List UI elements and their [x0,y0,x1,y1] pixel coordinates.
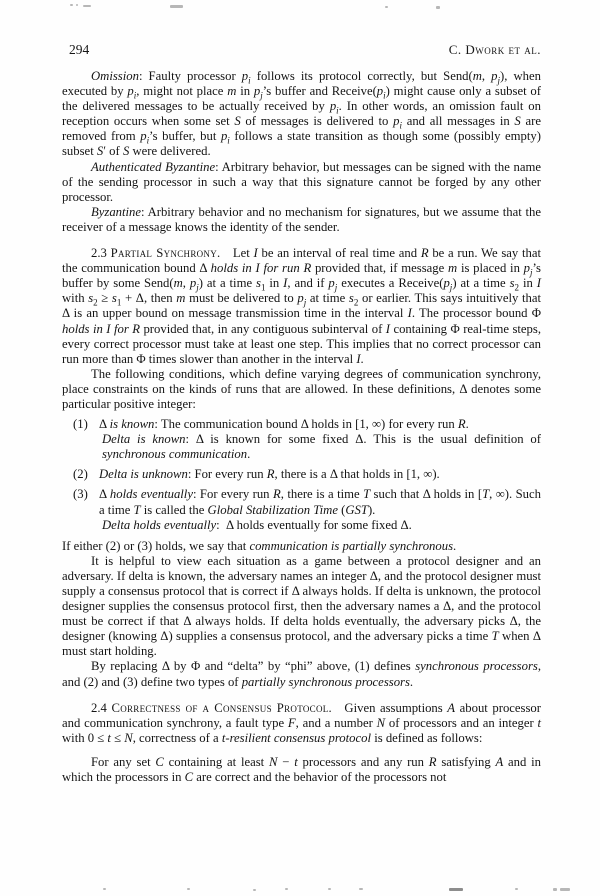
page-body [62,69,541,785]
list-item-text: (3) Δ holds eventually: For every run R, there is a time T such that Δ holds in [T, ∞). Such a time T is called the Global Stabilization Time (GST). [99,487,541,517]
paragraph: The following conditions, which define varying degrees of communication synchrony, place constraints on the kinds of runs that are allowed. In these definitions, Δ denotes some particular positive integer: [62,366,541,411]
scan-artifact [449,888,463,891]
scan-artifact [76,4,78,6]
running-title: C. Dwork et al. [448,42,541,57]
page-number: 294 [69,42,90,57]
scan-artifact [253,889,256,891]
paragraph: By replacing Δ by Φ and “delta” by “phi” above, (1) defines synchronous processors, and (2) and (3) define two types of partially synchronous processors. [62,659,541,689]
scan-artifact [70,4,73,6]
scan-artifact [515,888,518,890]
page-content [62,42,541,785]
scan-artifact [436,6,440,9]
scan-artifact [385,6,388,8]
list-item-marker: (1) [73,417,88,432]
list-item-text: (2) Delta is unknown: For every run R, there is a Δ that holds in [1, ∞). [99,467,541,482]
scan-artifact [170,5,183,8]
scan-artifact [285,888,288,890]
scan-artifact [83,5,91,7]
list-item-marker: (3) [73,487,88,502]
paragraph: If either (2) or (3) holds, we say that communication is partially synchronous. [62,538,457,553]
scan-artifact [103,888,106,890]
paragraph: For any set C containing at least N − t processors and any run R satisfying A and in which the processors in C are correct and the behavior of the processors not [62,754,541,785]
scan-artifact [553,888,557,891]
section-paragraph: 2.4 Correctness of a Consensus Protocol. Given assumptions A about processor and communication synchrony, a fault type F, and a number N of processors and an integer t with 0 ≤ t ≤ N, correctness of a t-resilient consensus protocol is defined as follows: [62,700,542,745]
list-item [62,467,541,482]
list-item [62,487,541,532]
scan-artifact [187,888,190,890]
scan-artifact [560,888,570,891]
scan-artifact [359,888,363,890]
list-item-subtext: Delta holds eventually: Δ holds eventually for some fixed Δ. [102,517,412,532]
paragraph: It is helpful to view each situation as a game between a protocol designer and an adversary. If delta is known, the adversary names an integer Δ, and the protocol designer must supply a consensus protocol that is correct if Δ always holds. If delta is unknown, the protocol designer supplies the consensus protocol first, then the adversary names a Δ, and the protocol must be correct if that Δ always holds. If delta holds eventually, the adversary picks Δ, the designer (knowing Δ) supplies a consensus protocol, and the adversary picks a time T when Δ must start holding. [62,553,542,659]
paragraph: Omission: Faulty processor $p_i$ follows its protocol correctly, but Send(m, $p_j$), when executed by $p_i$, might not place m in $p_j’s$ buffer and $Receive(p_i)$ might cause only a subset of the delivered messages to be actually received by $p_i$. In other words, an omission fault on reception occurs when some set S of messages is delivered to $p_i$ and all messages in S are removed from $p_i’s$ buffer, but $p_i$ follows a state transition as though some (possibly empty) subset S′ of S were delivered. [62,69,541,159]
scan-artifact [328,888,331,890]
section-paragraph: 2.3 Partial Synchrony. Let I be an interval of real time and R be a run. We say that the communication bound Δ holds in I for run R provided that, if message m is placed in $p_j’s$ buffer by some Send(m, $p_j$) at a time $s_1$ in I, and if $p_j$ executes a $Receive(p_j)$ at a time $s_2$ in I with $s_2 \ge s_1 + \Delta$, then m must be delivered to $p_j$ at time $s_2$ or earlier. This says intuitively that Δ is an upper bound on message transmission time in the interval I. The processor bound Φ holds in I for R provided that, in any contiguous subinterval of I containing Φ real-time steps, every correct processor must take at least one step. This implies that no correct processor can run more than Φ times slower than another in the interval I. [62,246,542,366]
list-item-subtext: Delta is known: Δ is known for some fixed Δ. This is the usual definition of synchronous communication. [102,432,541,462]
list-item-text: (1) Δ is known: The communication bound Δ holds in [1, ∞) for every run R. [99,417,541,432]
page-header [69,42,541,58]
list-item [62,417,541,462]
paragraph: Authenticated Byzantine: Arbitrary behavior, but messages can be signed with the name of the sending processor in such a way that this signature cannot be forged by any other processor. [62,159,541,204]
list-item-marker: (2) [73,467,88,482]
paragraph: Byzantine: Arbitrary behavior and no mechanism for signatures, but we assume that the receiver of a message knows the identity of the sender. [62,204,541,234]
